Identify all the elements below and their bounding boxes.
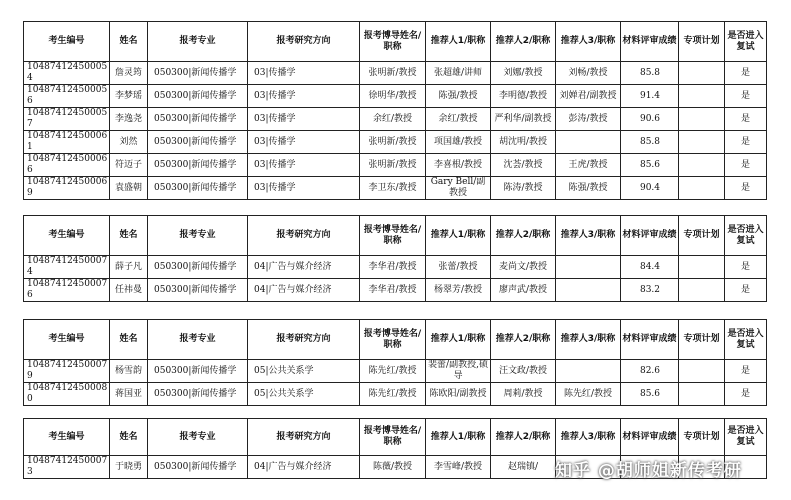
column-header-rec2: 推荐人2/职称	[491, 419, 556, 456]
cell-id: 104874124500057	[24, 108, 110, 131]
cell-major: 050300|新闻传播学	[148, 154, 248, 177]
cell-score: 84.4	[621, 256, 679, 279]
column-header-score: 材料评审成绩	[621, 320, 679, 360]
cell-retest: 是	[725, 383, 767, 406]
column-header-supervisor: 报考博导姓名/职称	[360, 419, 426, 456]
cell-name: 李梦瑶	[110, 85, 148, 108]
cell-name: 刘然	[110, 131, 148, 154]
cell-score: 85.8	[621, 62, 679, 85]
cell-rec1: 杨翠芳/教授	[426, 279, 491, 302]
cell-supervisor: 李卫东/教授	[360, 177, 426, 200]
cell-rec3	[556, 256, 621, 279]
cell-retest: 是	[725, 279, 767, 302]
cell-rec1: Gary Bell/副教授	[426, 177, 491, 200]
column-header-major: 报考专业	[148, 419, 248, 456]
column-header-direction: 报考研究方向	[248, 22, 360, 62]
column-header-major: 报考专业	[148, 22, 248, 62]
cell-plan	[679, 279, 725, 302]
cell-plan	[679, 131, 725, 154]
cell-rec1: 张超雄/讲师	[426, 62, 491, 85]
cell-name: 蒋国亚	[110, 383, 148, 406]
cell-direction: 03|传播学	[248, 62, 360, 85]
cell-plan	[679, 108, 725, 131]
cell-id: 104874124500079	[24, 360, 110, 383]
cell-rec1: 张蕾/教授	[426, 256, 491, 279]
cell-rec3: 陈强/教授	[556, 177, 621, 200]
cell-rec2: 严利华/副教授	[491, 108, 556, 131]
column-header-name: 姓名	[110, 216, 148, 256]
cell-rec2: 刘娜/教授	[491, 62, 556, 85]
cell-score: 83.2	[621, 279, 679, 302]
column-header-id: 考生编号	[24, 22, 110, 62]
cell-supervisor: 陈先红/教授	[360, 360, 426, 383]
cell-major: 050300|新闻传播学	[148, 131, 248, 154]
cell-rec2: 陈涛/教授	[491, 177, 556, 200]
cell-id: 104874124500069	[24, 177, 110, 200]
column-header-rec3: 推荐人3/职称	[556, 419, 621, 456]
column-header-rec2: 推荐人2/职称	[491, 320, 556, 360]
cell-rec1: 项国雄/教授	[426, 131, 491, 154]
table-row	[24, 383, 767, 406]
cell-rec3: 刘畅/教授	[556, 62, 621, 85]
cell-score: 85.6	[621, 383, 679, 406]
cell-supervisor: 徐明华/教授	[360, 85, 426, 108]
cell-rec2: 李明德/教授	[491, 85, 556, 108]
cell-rec1: 李雪峰/教授	[426, 456, 491, 479]
column-header-id: 考生编号	[24, 216, 110, 256]
cell-name: 袁盛朝	[110, 177, 148, 200]
cell-rec2: 周莉/教授	[491, 383, 556, 406]
cell-id: 104874124500080	[24, 383, 110, 406]
column-header-rec1: 推荐人1/职称	[426, 22, 491, 62]
cell-rec1: 李喜根/教授	[426, 154, 491, 177]
cell-direction: 04|广告与媒介经济	[248, 256, 360, 279]
results-table-public-relations	[23, 319, 767, 406]
cell-direction: 04|广告与媒介经济	[248, 456, 360, 479]
column-header-name: 姓名	[110, 320, 148, 360]
cell-name: 李逸尧	[110, 108, 148, 131]
cell-major: 050300|新闻传播学	[148, 360, 248, 383]
cell-score: 85.8	[621, 131, 679, 154]
cell-direction: 03|传播学	[248, 154, 360, 177]
cell-score: 85.6	[621, 154, 679, 177]
table-row	[24, 131, 767, 154]
cell-plan	[679, 62, 725, 85]
cell-plan	[679, 154, 725, 177]
column-header-rec1: 推荐人1/职称	[426, 419, 491, 456]
cell-rec3: 陈先红/教授	[556, 383, 621, 406]
column-header-major: 报考专业	[148, 216, 248, 256]
cell-supervisor: 张明新/教授	[360, 62, 426, 85]
column-header-major: 报考专业	[148, 320, 248, 360]
column-header-rec3: 推荐人3/职称	[556, 320, 621, 360]
cell-major: 050300|新闻传播学	[148, 256, 248, 279]
cell-id: 104874124500076	[24, 279, 110, 302]
results-table-communication	[23, 21, 767, 200]
cell-retest: 是	[725, 360, 767, 383]
cell-name: 符迈子	[110, 154, 148, 177]
cell-id: 104874124500056	[24, 85, 110, 108]
cell-direction: 03|传播学	[248, 177, 360, 200]
cell-rec3: 彭涛/教授	[556, 108, 621, 131]
cell-direction: 04|广告与媒介经济	[248, 279, 360, 302]
cell-plan	[679, 177, 725, 200]
column-header-direction: 报考研究方向	[248, 216, 360, 256]
cell-plan	[679, 256, 725, 279]
cell-id: 104874124500074	[24, 256, 110, 279]
cell-score: 90.6	[621, 108, 679, 131]
cell-supervisor: 李华君/教授	[360, 279, 426, 302]
cell-major: 050300|新闻传播学	[148, 177, 248, 200]
cell-score: 82.6	[621, 360, 679, 383]
column-header-plan: 专项计划	[679, 419, 725, 456]
cell-name: 詹灵筠	[110, 62, 148, 85]
column-header-retest: 是否进入复试	[725, 419, 767, 456]
cell-rec2: 汪文政/教授	[491, 360, 556, 383]
cell-rec2: 沈荟/教授	[491, 154, 556, 177]
column-header-supervisor: 报考博导姓名/职称	[360, 22, 426, 62]
cell-retest: 是	[725, 131, 767, 154]
cell-direction: 03|传播学	[248, 131, 360, 154]
cell-supervisor: 张明新/教授	[360, 131, 426, 154]
column-header-score: 材料评审成绩	[621, 22, 679, 62]
cell-retest: 是	[725, 62, 767, 85]
table-row	[24, 256, 767, 279]
cell-retest: 是	[725, 154, 767, 177]
cell-plan	[679, 360, 725, 383]
table-row	[24, 62, 767, 85]
column-header-score: 材料评审成绩	[621, 419, 679, 456]
column-header-rec2: 推荐人2/职称	[491, 216, 556, 256]
cell-rec3	[556, 360, 621, 383]
cell-rec1: 陈欧阳/副教授	[426, 383, 491, 406]
cell-supervisor: 陈薇/教授	[360, 456, 426, 479]
zhihu-watermark: 知乎 @胡师姐新传考研	[555, 461, 742, 481]
table-header-row	[24, 22, 767, 62]
cell-direction: 03|传播学	[248, 108, 360, 131]
cell-plan	[679, 85, 725, 108]
cell-major: 050300|新闻传播学	[148, 279, 248, 302]
cell-rec1: 陈强/教授	[426, 85, 491, 108]
column-header-retest: 是否进入复试	[725, 320, 767, 360]
cell-rec2: 麦尚文/教授	[491, 256, 556, 279]
column-header-name: 姓名	[110, 22, 148, 62]
cell-name: 于晓勇	[110, 456, 148, 479]
table-row	[24, 279, 767, 302]
column-header-rec3: 推荐人3/职称	[556, 22, 621, 62]
cell-score: 91.4	[621, 85, 679, 108]
column-header-supervisor: 报考博导姓名/职称	[360, 216, 426, 256]
column-header-plan: 专项计划	[679, 216, 725, 256]
column-header-score: 材料评审成绩	[621, 216, 679, 256]
cell-rec3: 刘婵君/副教授	[556, 85, 621, 108]
column-header-retest: 是否进入复试	[725, 22, 767, 62]
cell-supervisor: 余红/教授	[360, 108, 426, 131]
cell-major: 050300|新闻传播学	[148, 456, 248, 479]
column-header-plan: 专项计划	[679, 22, 725, 62]
table-row	[24, 154, 767, 177]
cell-major: 050300|新闻传播学	[148, 85, 248, 108]
results-table-advertising	[23, 215, 767, 302]
cell-major: 050300|新闻传播学	[148, 108, 248, 131]
table-header-row	[24, 419, 767, 456]
cell-retest: 是	[725, 177, 767, 200]
cell-supervisor: 张明新/教授	[360, 154, 426, 177]
cell-retest: 是	[725, 85, 767, 108]
column-header-retest: 是否进入复试	[725, 216, 767, 256]
cell-retest: 是	[725, 108, 767, 131]
column-header-supervisor: 报考博导姓名/职称	[360, 320, 426, 360]
cell-direction: 03|传播学	[248, 85, 360, 108]
cell-id: 104874124500066	[24, 154, 110, 177]
table-row	[24, 108, 767, 131]
cell-supervisor: 李华君/教授	[360, 256, 426, 279]
cell-id: 104874124500061	[24, 131, 110, 154]
column-header-rec3: 推荐人3/职称	[556, 216, 621, 256]
column-header-direction: 报考研究方向	[248, 419, 360, 456]
cell-retest: 是	[725, 256, 767, 279]
cell-plan	[679, 383, 725, 406]
cell-supervisor: 陈先红/教授	[360, 383, 426, 406]
cell-rec3: 王虎/教授	[556, 154, 621, 177]
cell-id: 104874124500073	[24, 456, 110, 479]
cell-major: 050300|新闻传播学	[148, 383, 248, 406]
cell-direction: 05|公共关系学	[248, 383, 360, 406]
cell-rec3	[556, 131, 621, 154]
cell-name: 杨雪韵	[110, 360, 148, 383]
cell-rec1: 余红/教授	[426, 108, 491, 131]
table-row	[24, 85, 767, 108]
column-header-rec1: 推荐人1/职称	[426, 216, 491, 256]
table-header-row	[24, 320, 767, 360]
cell-direction: 05|公共关系学	[248, 360, 360, 383]
column-header-rec2: 推荐人2/职称	[491, 22, 556, 62]
cell-name: 薛子凡	[110, 256, 148, 279]
cell-rec1: 裴蕾/副教授,硕导	[426, 360, 491, 383]
cell-rec2: 胡沈明/教授	[491, 131, 556, 154]
cell-rec3	[556, 279, 621, 302]
column-header-direction: 报考研究方向	[248, 320, 360, 360]
table-row	[24, 360, 767, 383]
cell-rec2: 赵瑞镇/	[491, 456, 556, 479]
cell-rec2: 廖声武/教授	[491, 279, 556, 302]
column-header-id: 考生编号	[24, 419, 110, 456]
cell-major: 050300|新闻传播学	[148, 62, 248, 85]
cell-score: 90.4	[621, 177, 679, 200]
column-header-plan: 专项计划	[679, 320, 725, 360]
table-header-row	[24, 216, 767, 256]
cell-id: 104874124500054	[24, 62, 110, 85]
column-header-name: 姓名	[110, 419, 148, 456]
table-row	[24, 177, 767, 200]
cell-name: 任祎曼	[110, 279, 148, 302]
column-header-id: 考生编号	[24, 320, 110, 360]
column-header-rec1: 推荐人1/职称	[426, 320, 491, 360]
